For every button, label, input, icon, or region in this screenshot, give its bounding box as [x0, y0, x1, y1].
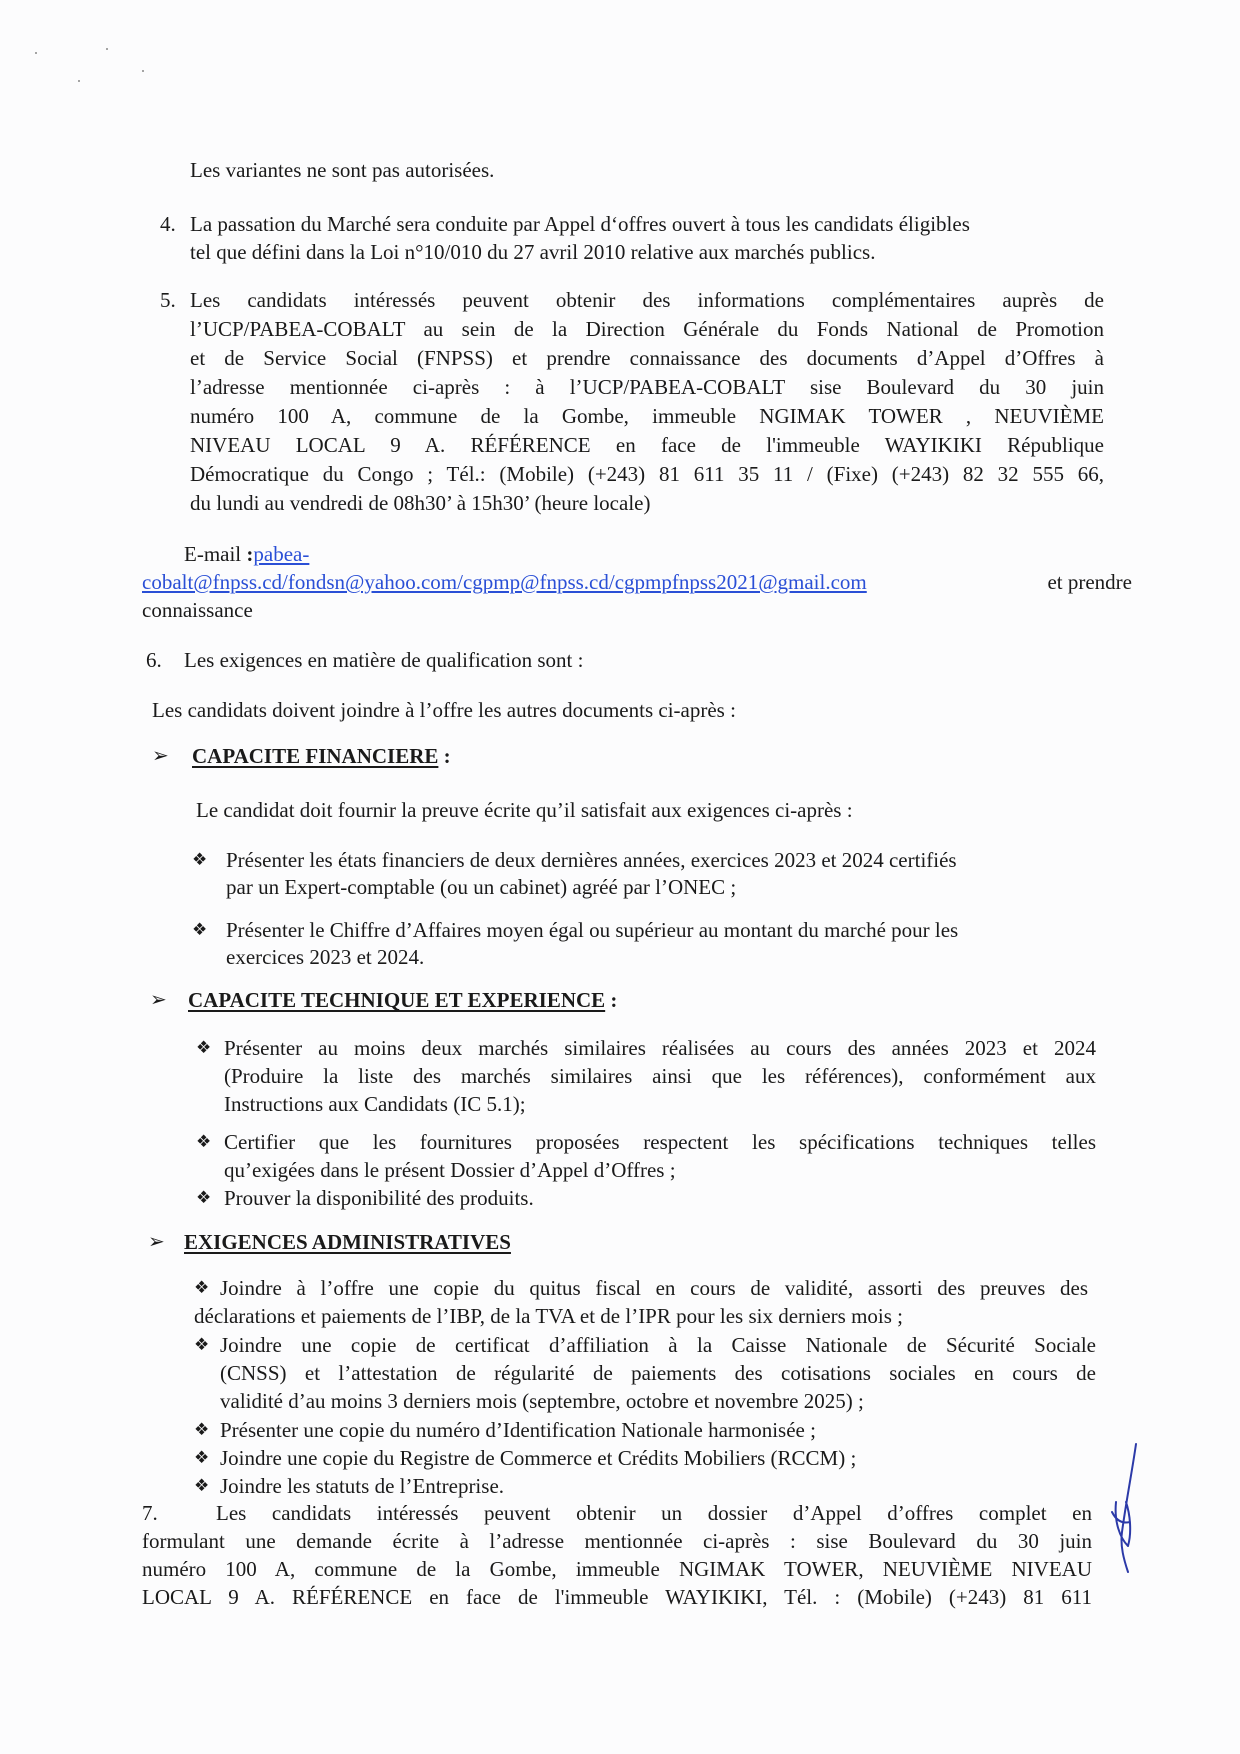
technique-bullet-line: Présenter au moins deux marchés similaires réalisées au cours des années 2023 et 2024: [224, 1036, 1096, 1060]
diamond-bullet-icon: ❖: [196, 1038, 212, 1057]
diamond-bullet-icon: ❖: [196, 1132, 212, 1151]
item-5-line: Démocratique du Congo ; Tél.: (Mobile) (+243) 81 611 35 11 / (Fixe) (+243) 82 32 555 66,: [190, 462, 1104, 486]
item-5-number: 5.: [160, 288, 176, 312]
diamond-bullet-icon: ❖: [194, 1335, 210, 1354]
diamond-bullet-icon: ❖: [194, 1476, 210, 1495]
item-6-subtext: Les candidats doivent joindre à l’offre les autres documents ci-après :: [152, 698, 736, 722]
diamond-bullet-icon: ❖: [194, 1420, 210, 1439]
item-4-number: 4.: [160, 212, 176, 236]
item-5-line: l’adresse mentionnée ci-après : à l’UCP/PABEA-COBALT sise Boulevard du 30 juin: [190, 375, 1104, 399]
technique-bullet-line: Certifier que les fournitures proposées respectent les spécifications techniques telles: [224, 1130, 1096, 1154]
item-7-line: LOCAL 9 A. RÉFÉRENCE en face de l'immeuble WAYIKIKI, Tél. : (Mobile) (+243) 81 611: [142, 1585, 1092, 1609]
diamond-bullet-icon: ❖: [194, 1278, 210, 1297]
administratives-bullet-line: Joindre à l’offre une copie du quitus fiscal en cours de validité, assorti des preuves des: [220, 1276, 1088, 1300]
financiere-bullet-line: exercices 2023 et 2024.: [226, 945, 425, 969]
email-link-part2[interactable]: cobalt@fnpss.cd/fondsn@yahoo.com/cgpmp@fnpss.cd/cgpmpfnpss2021@gmail.com: [142, 570, 867, 594]
item-5-line: du lundi au vendredi de 08h30’ à 15h30’ (heure locale): [190, 491, 651, 515]
item-7-line: formulant une demande écrite à l’adresse mentionnée ci-après : sise Boulevard du 30 juin: [142, 1529, 1092, 1553]
handwritten-initials: [1106, 1442, 1150, 1582]
technique-bullet-line: Prouver la disponibilité des produits.: [224, 1186, 534, 1210]
item-4-line: tel que défini dans la Loi n°10/010 du 27 avril 2010 relative aux marchés publics.: [190, 240, 876, 264]
item-6-number: 6.: [146, 648, 162, 672]
email-label: E-mail: [184, 542, 247, 566]
financiere-bullet-line: Présenter les états financiers de deux dernières années, exercices 2023 et 2024 certifiés: [226, 848, 957, 872]
financiere-bullet-line: Présenter le Chiffre d’Affaires moyen égal ou supérieur au montant du marché pour les: [226, 918, 959, 942]
technique-title: CAPACITE TECHNIQUE ET EXPERIENCE: [188, 988, 606, 1012]
item-5-line: Les candidats intéressés peuvent obtenir des informations complémentaires auprès de: [190, 288, 1104, 312]
administratives-bullet-line: Joindre une copie de certificat d’affiliation à la Caisse Nationale de Sécurité Sociale: [220, 1333, 1096, 1357]
financiere-heading: [192, 742, 451, 770]
item-4-line: La passation du Marché sera conduite par Appel d‘offres ouvert à tous les candidats éligibles: [190, 212, 970, 236]
email-label-line: [184, 540, 309, 568]
administratives-bullet-line: Joindre les statuts de l’Entreprise.: [220, 1474, 505, 1498]
item-5-line: l’UCP/PABEA-COBALT au sein de la Direction Générale du Fonds National de Promotion: [190, 317, 1104, 341]
technique-bullet-line: Instructions aux Candidats (IC 5.1);: [224, 1092, 526, 1116]
technique-heading: [188, 986, 617, 1014]
email-colon: :: [246, 542, 254, 566]
email-link-part1[interactable]: pabea-: [253, 542, 310, 566]
financiere-suffix: :: [438, 744, 451, 768]
technique-suffix: :: [605, 988, 618, 1012]
item-5-line: et de Service Social (FNPSS) et prendre connaissance des documents d’Appel d’Offres à: [190, 346, 1104, 370]
item-6-text: Les exigences en matière de qualification sont :: [184, 648, 584, 672]
arrow-bullet-icon: ➢: [150, 989, 167, 1011]
diamond-bullet-icon: ❖: [192, 850, 208, 869]
item-5-line: NIVEAU LOCAL 9 A. RÉFÉRENCE en face de l'immeuble WAYIKIKI République: [190, 433, 1104, 457]
administratives-bullet-line: Joindre une copie du Registre de Commerce et Crédits Mobiliers (RCCM) ;: [220, 1446, 857, 1470]
item-7-number: 7.: [142, 1501, 158, 1525]
item-7-line: numéro 100 A, commune de la Gombe, immeuble NGIMAK TOWER, NEUVIÈME NIVEAU: [142, 1557, 1092, 1581]
administratives-bullet-line: (CNSS) et l’attestation de régularité de paiements des cotisations sociales en cours de: [220, 1361, 1096, 1385]
administratives-title: EXIGENCES ADMINISTRATIVES: [184, 1230, 511, 1254]
email-after-link: et prendre: [1047, 570, 1132, 594]
administratives-bullet-line: validité d’au moins 3 derniers mois (septembre, octobre et novembre 2025) ;: [220, 1389, 864, 1413]
email-continuation: connaissance: [142, 598, 253, 622]
diamond-bullet-icon: ❖: [194, 1448, 210, 1467]
diamond-bullet-icon: ❖: [192, 920, 208, 939]
financiere-intro: Le candidat doit fournir la preuve écrite qu’il satisfait aux exigences ci-après :: [196, 798, 853, 822]
financiere-title: CAPACITE FINANCIERE: [192, 744, 439, 768]
administratives-bullet-line: Présenter une copie du numéro d’Identification Nationale harmonisée ;: [220, 1418, 816, 1442]
technique-bullet-line: qu’exigées dans le présent Dossier d’Appel d’Offres ;: [224, 1158, 676, 1182]
email-link-line: [142, 568, 1132, 596]
technique-bullet-line: (Produire la liste des marchés similaires ainsi que les références), conformément aux: [224, 1064, 1096, 1088]
arrow-bullet-icon: ➢: [148, 1231, 165, 1253]
administratives-heading: [184, 1228, 511, 1256]
arrow-bullet-icon: ➢: [152, 745, 169, 767]
variantes-text: Les variantes ne sont pas autorisées.: [190, 158, 495, 182]
item-5-line: numéro 100 A, commune de la Gombe, immeuble NGIMAK TOWER , NEUVIÈME: [190, 404, 1104, 428]
diamond-bullet-icon: ❖: [196, 1188, 212, 1207]
item-7-line: Les candidats intéressés peuvent obtenir un dossier d’Appel d’offres complet en: [216, 1501, 1092, 1525]
administratives-bullet-line: déclarations et paiements de l’IBP, de la TVA et de l’IPR pour les six derniers mois ;: [194, 1304, 904, 1328]
financiere-bullet-line: par un Expert-comptable (ou un cabinet) agréé par l’ONEC ;: [226, 875, 737, 899]
